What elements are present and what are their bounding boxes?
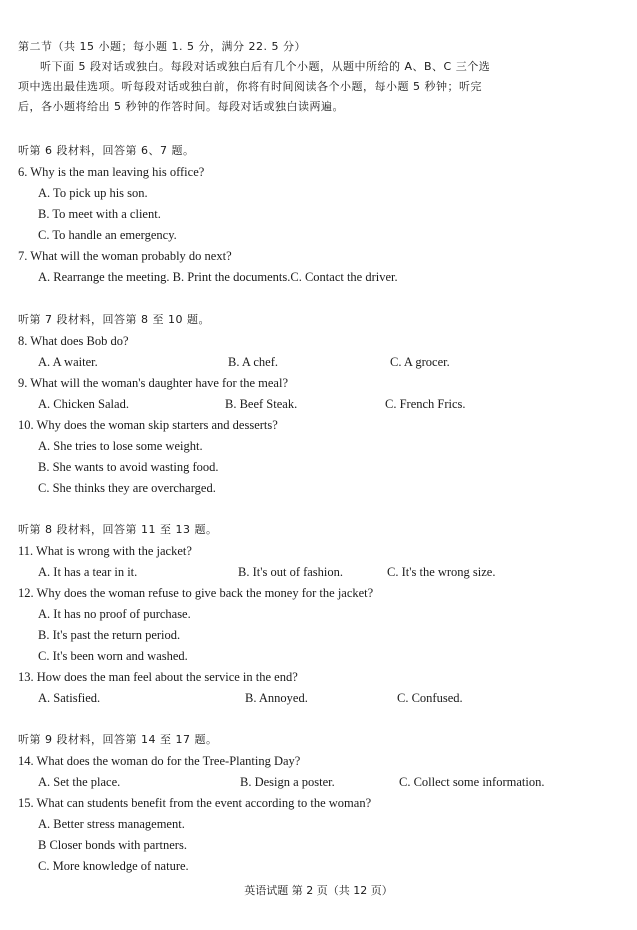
q15-option-b: B Closer bonds with partners.: [38, 838, 187, 852]
q9-option-a: A. Chicken Salad.: [38, 397, 129, 411]
q6-option-c: C. To handle an emergency.: [38, 228, 177, 242]
q11-option-a: A. It has a tear in it.: [38, 565, 138, 579]
q8-option-c: C. A grocer.: [390, 355, 450, 369]
group-heading-8: 听第 8 段材料，回答第 11 至 13 题。: [18, 523, 218, 536]
question-15: 15. What can students benefit from the event according to the woman?: [18, 796, 372, 810]
question-14: 14. What does the woman do for the Tree-Planting Day?: [18, 754, 301, 768]
q15-option-a: A. Better stress management.: [38, 817, 185, 831]
q14-option-a: A. Set the place.: [38, 775, 121, 789]
q10-option-c: C. She thinks they are overcharged.: [38, 481, 216, 495]
q11-option-c: C. It's the wrong size.: [387, 565, 496, 579]
question-13: 13. How does the man feel about the service in the end?: [18, 670, 298, 684]
question-10: 10. Why does the woman skip starters and desserts?: [18, 418, 278, 432]
q15-option-c: C. More knowledge of nature.: [38, 859, 189, 873]
question-9: 9. What will the woman's daughter have for the meal?: [18, 376, 288, 390]
q10-option-b: B. She wants to avoid wasting food.: [38, 460, 219, 474]
q7-options-inline: A. Rearrange the meeting. B. Print the documents.C. Contact the driver.: [38, 270, 398, 284]
section-title: 第二节（共 15 小题；每小题 1. 5 分，满分 22. 5 分）: [18, 40, 306, 53]
question-6: 6. Why is the man leaving his office?: [18, 165, 205, 179]
group-heading-6: 听第 6 段材料，回答第 6、7 题。: [18, 144, 195, 157]
q13-option-a: A. Satisfied.: [38, 691, 101, 705]
page-footer: 英语试题 第 2 页（共 12 页）: [244, 884, 393, 897]
question-8: 8. What does Bob do?: [18, 334, 129, 348]
question-7: 7. What will the woman probably do next?: [18, 249, 232, 263]
instructions-line-3: 后，各小题将给出 5 秒钟的作答时间。每段对话或独白读两遍。: [18, 100, 344, 113]
question-11: 11. What is wrong with the jacket?: [18, 544, 192, 558]
q13-option-b: B. Annoyed.: [245, 691, 308, 705]
q8-option-a: A. A waiter.: [38, 355, 98, 369]
q14-option-b: B. Design a poster.: [240, 775, 335, 789]
q9-option-b: B. Beef Steak.: [225, 397, 298, 411]
q12-option-c: C. It's been worn and washed.: [38, 649, 188, 663]
instructions-line-1: 听下面 5 段对话或独白。每段对话或独白后有几个小题，从题中所给的 A、B、C 三个选: [40, 60, 491, 73]
q13-option-c: C. Confused.: [397, 691, 463, 705]
group-heading-7: 听第 7 段材料，回答第 8 至 10 题。: [18, 313, 210, 326]
q12-option-a: A. It has no proof of purchase.: [38, 607, 191, 621]
q14-option-c: C. Collect some information.: [399, 775, 545, 789]
q6-option-a: A. To pick up his son.: [38, 186, 148, 200]
q12-option-b: B. It's past the return period.: [38, 628, 181, 642]
q11-option-b: B. It's out of fashion.: [238, 565, 344, 579]
q6-option-b: B. To meet with a client.: [38, 207, 161, 221]
q8-option-b: B. A chef.: [228, 355, 278, 369]
instructions-line-2: 项中选出最佳选项。听每段对话或独白前，你将有时间阅读各个小题，每小题 5 秒钟；听完: [18, 80, 482, 93]
q10-option-a: A. She tries to lose some weight.: [38, 439, 203, 453]
question-12: 12. Why does the woman refuse to give back the money for the jacket?: [18, 586, 374, 600]
q9-option-c: C. French Frics.: [385, 397, 466, 411]
group-heading-9: 听第 9 段材料，回答第 14 至 17 题。: [18, 733, 218, 746]
